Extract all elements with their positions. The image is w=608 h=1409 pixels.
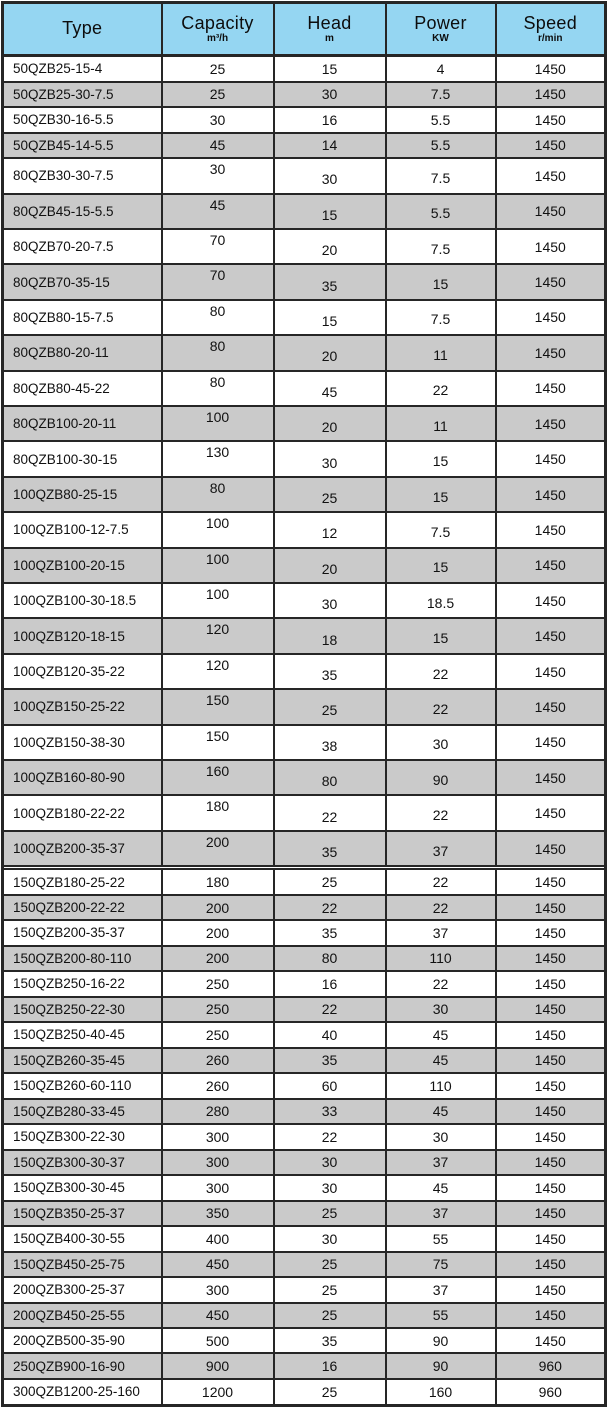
power-cell: 4 [386, 56, 496, 82]
head-cell: 22 [274, 997, 386, 1022]
speed-cell: 1450 [496, 831, 606, 866]
type-cell: 150QZB200-80-110 [3, 946, 162, 971]
column-header-capacity [162, 3, 274, 56]
capacity-cell: 300 [162, 1175, 274, 1200]
speed-cell: 1450 [496, 229, 606, 264]
capacity-cell: 300 [162, 1277, 274, 1302]
capacity-cell: 80 [162, 477, 274, 512]
speed-cell: 1450 [496, 760, 606, 795]
power-cell: 15 [386, 264, 496, 299]
type-cell: 100QZB150-38-30 [3, 725, 162, 760]
table-row [3, 725, 606, 760]
power-cell: 90 [386, 760, 496, 795]
speed-cell: 1450 [496, 946, 606, 971]
head-cell: 14 [274, 133, 386, 158]
head-cell: 22 [274, 1124, 386, 1149]
capacity-cell: 260 [162, 1073, 274, 1098]
power-cell: 15 [386, 548, 496, 583]
power-cell: 22 [386, 971, 496, 996]
speed-cell: 1450 [496, 406, 606, 441]
speed-cell: 1450 [496, 194, 606, 229]
table-row [3, 133, 606, 158]
head-cell: 35 [274, 264, 386, 299]
type-cell: 100QZB120-35-22 [3, 654, 162, 689]
head-cell: 25 [274, 689, 386, 724]
speed-cell: 1450 [496, 869, 606, 894]
column-unit-speed: r/min [538, 32, 563, 44]
table-row [3, 1150, 606, 1175]
power-cell: 160 [386, 1379, 496, 1406]
column-unit-capacity: m³/h [206, 32, 229, 44]
capacity-cell: 100 [162, 512, 274, 547]
table-row [3, 1379, 606, 1406]
power-cell: 5.5 [386, 107, 496, 132]
head-cell: 30 [274, 158, 386, 193]
table-row [3, 795, 606, 830]
capacity-cell: 80 [162, 371, 274, 406]
type-cell: 150QZB350-25-37 [3, 1201, 162, 1226]
capacity-cell: 100 [162, 406, 274, 441]
type-cell: 200QZB500-35-90 [3, 1328, 162, 1353]
head-cell: 20 [274, 406, 386, 441]
speed-cell: 1450 [496, 583, 606, 618]
table-row [3, 229, 606, 264]
speed-cell: 1450 [496, 618, 606, 653]
speed-cell: 1450 [496, 1328, 606, 1353]
power-cell: 45 [386, 1175, 496, 1200]
capacity-cell: 900 [162, 1353, 274, 1378]
table-row [3, 1175, 606, 1200]
speed-cell: 1450 [496, 997, 606, 1022]
type-cell: 150QZB300-30-37 [3, 1150, 162, 1175]
table-row [3, 1277, 606, 1302]
head-cell: 25 [274, 869, 386, 894]
type-cell: 50QZB45-14-5.5 [3, 133, 162, 158]
type-cell: 200QZB300-25-37 [3, 1277, 162, 1302]
type-cell: 80QZB80-45-22 [3, 371, 162, 406]
table-row [3, 654, 606, 689]
power-cell: 110 [386, 1073, 496, 1098]
type-cell: 150QZB200-35-37 [3, 920, 162, 945]
type-cell: 100QZB100-20-15 [3, 548, 162, 583]
table-row [3, 194, 606, 229]
power-cell: 30 [386, 1124, 496, 1149]
capacity-cell: 180 [162, 869, 274, 894]
head-cell: 33 [274, 1099, 386, 1124]
capacity-cell: 280 [162, 1099, 274, 1124]
type-cell: 150QZB300-22-30 [3, 1124, 162, 1149]
column-header-speed [496, 3, 606, 56]
type-cell: 150QZB200-22-22 [3, 895, 162, 920]
power-cell: 22 [386, 689, 496, 724]
type-cell: 80QZB80-20-11 [3, 335, 162, 370]
type-cell: 80QZB70-35-15 [3, 264, 162, 299]
capacity-cell: 250 [162, 997, 274, 1022]
head-cell: 30 [274, 441, 386, 476]
speed-cell: 1450 [496, 82, 606, 107]
head-cell: 20 [274, 335, 386, 370]
table-row [3, 1099, 606, 1124]
speed-cell: 1450 [496, 1201, 606, 1226]
speed-cell: 1450 [496, 1073, 606, 1098]
power-cell: 37 [386, 1201, 496, 1226]
table-row [3, 689, 606, 724]
table-row [3, 831, 606, 866]
column-label-type: Type [62, 18, 103, 39]
table-row [3, 997, 606, 1022]
power-cell: 5.5 [386, 133, 496, 158]
capacity-cell: 25 [162, 56, 274, 82]
type-cell: 100QZB100-12-7.5 [3, 512, 162, 547]
speed-cell: 1450 [496, 371, 606, 406]
head-cell: 25 [274, 477, 386, 512]
table-row [3, 371, 606, 406]
type-cell: 100QZB160-80-90 [3, 760, 162, 795]
table-row [3, 1201, 606, 1226]
head-cell: 35 [274, 920, 386, 945]
head-cell: 15 [274, 194, 386, 229]
power-cell: 22 [386, 869, 496, 894]
capacity-cell: 100 [162, 583, 274, 618]
power-cell: 18.5 [386, 583, 496, 618]
page [0, 1, 608, 1409]
table-row [3, 512, 606, 547]
table-row [3, 1048, 606, 1073]
capacity-cell: 160 [162, 760, 274, 795]
speed-cell: 1450 [496, 300, 606, 335]
power-cell: 37 [386, 1150, 496, 1175]
type-cell: 150QZB450-25-75 [3, 1252, 162, 1277]
head-cell: 25 [274, 1252, 386, 1277]
table-row [3, 264, 606, 299]
type-cell: 150QZB250-16-22 [3, 971, 162, 996]
capacity-cell: 350 [162, 1201, 274, 1226]
speed-cell: 1450 [496, 725, 606, 760]
head-cell: 80 [274, 760, 386, 795]
speed-cell: 1450 [496, 654, 606, 689]
speed-cell: 1450 [496, 1048, 606, 1073]
capacity-cell: 45 [162, 133, 274, 158]
power-cell: 75 [386, 1252, 496, 1277]
head-cell: 22 [274, 895, 386, 920]
power-cell: 15 [386, 618, 496, 653]
capacity-cell: 150 [162, 689, 274, 724]
capacity-cell: 200 [162, 920, 274, 945]
head-cell: 30 [274, 1175, 386, 1200]
type-cell: 250QZB900-16-90 [3, 1353, 162, 1378]
head-cell: 80 [274, 946, 386, 971]
capacity-cell: 70 [162, 264, 274, 299]
column-unit-head: m [325, 32, 334, 44]
power-cell: 37 [386, 920, 496, 945]
capacity-cell: 260 [162, 1048, 274, 1073]
speed-cell: 1450 [496, 1150, 606, 1175]
speed-cell: 960 [496, 1353, 606, 1378]
power-cell: 90 [386, 1328, 496, 1353]
speed-cell: 1450 [496, 1099, 606, 1124]
capacity-cell: 120 [162, 654, 274, 689]
capacity-cell: 45 [162, 194, 274, 229]
type-cell: 150QZB250-22-30 [3, 997, 162, 1022]
capacity-cell: 180 [162, 795, 274, 830]
table-row [3, 760, 606, 795]
head-cell: 40 [274, 1022, 386, 1047]
head-cell: 16 [274, 971, 386, 996]
head-cell: 25 [274, 1379, 386, 1406]
capacity-cell: 200 [162, 831, 274, 866]
table-header [3, 3, 606, 56]
table-row [3, 82, 606, 107]
power-cell: 90 [386, 1353, 496, 1378]
speed-cell: 1450 [496, 920, 606, 945]
speed-cell: 1450 [496, 264, 606, 299]
speed-cell: 1450 [496, 1022, 606, 1047]
speed-cell: 1450 [496, 477, 606, 512]
type-cell: 80QZB30-30-7.5 [3, 158, 162, 193]
head-cell: 60 [274, 1073, 386, 1098]
head-cell: 16 [274, 1353, 386, 1378]
power-cell: 55 [386, 1226, 496, 1251]
type-cell: 150QZB260-35-45 [3, 1048, 162, 1073]
head-cell: 25 [274, 1277, 386, 1302]
power-cell: 55 [386, 1303, 496, 1328]
head-cell: 35 [274, 831, 386, 866]
head-cell: 25 [274, 1201, 386, 1226]
speed-cell: 1450 [496, 1277, 606, 1302]
speed-cell: 1450 [496, 1303, 606, 1328]
type-cell: 200QZB450-25-55 [3, 1303, 162, 1328]
capacity-cell: 150 [162, 725, 274, 760]
capacity-cell: 400 [162, 1226, 274, 1251]
pump-spec-table [1, 1, 607, 1407]
header-row [3, 3, 606, 56]
power-cell: 30 [386, 725, 496, 760]
head-cell: 45 [274, 371, 386, 406]
capacity-cell: 70 [162, 229, 274, 264]
type-cell: 50QZB30-16-5.5 [3, 107, 162, 132]
column-header-type [3, 3, 162, 56]
head-cell: 20 [274, 548, 386, 583]
capacity-cell: 500 [162, 1328, 274, 1353]
power-cell: 37 [386, 1277, 496, 1302]
table-row [3, 920, 606, 945]
capacity-cell: 450 [162, 1303, 274, 1328]
power-cell: 22 [386, 371, 496, 406]
table-row [3, 56, 606, 82]
speed-cell: 1450 [496, 1252, 606, 1277]
table-row [3, 869, 606, 894]
capacity-cell: 200 [162, 946, 274, 971]
table-row [3, 1303, 606, 1328]
head-cell: 15 [274, 300, 386, 335]
capacity-cell: 1200 [162, 1379, 274, 1406]
type-cell: 80QZB100-20-11 [3, 406, 162, 441]
type-cell: 100QZB180-22-22 [3, 795, 162, 830]
type-cell: 50QZB25-30-7.5 [3, 82, 162, 107]
capacity-cell: 80 [162, 300, 274, 335]
table-row [3, 158, 606, 193]
table-row [3, 946, 606, 971]
head-cell: 30 [274, 1150, 386, 1175]
table-row [3, 583, 606, 618]
type-cell: 80QZB45-15-5.5 [3, 194, 162, 229]
power-cell: 7.5 [386, 158, 496, 193]
type-cell: 100QZB120-18-15 [3, 618, 162, 653]
column-unit-power: KW [432, 32, 449, 44]
head-cell: 20 [274, 229, 386, 264]
capacity-cell: 130 [162, 441, 274, 476]
power-cell: 45 [386, 1099, 496, 1124]
power-cell: 15 [386, 477, 496, 512]
speed-cell: 1450 [496, 548, 606, 583]
speed-cell: 1450 [496, 158, 606, 193]
type-cell: 300QZB1200-25-160 [3, 1379, 162, 1406]
speed-cell: 960 [496, 1379, 606, 1406]
capacity-cell: 250 [162, 971, 274, 996]
type-cell: 150QZB260-60-110 [3, 1073, 162, 1098]
capacity-cell: 30 [162, 107, 274, 132]
table-row [3, 441, 606, 476]
capacity-cell: 120 [162, 618, 274, 653]
capacity-cell: 25 [162, 82, 274, 107]
head-cell: 38 [274, 725, 386, 760]
table-row [3, 1328, 606, 1353]
column-label-head: Head [307, 12, 352, 33]
table-body [3, 56, 606, 1406]
type-cell: 80QZB80-15-7.5 [3, 300, 162, 335]
column-header-head [274, 3, 386, 56]
capacity-cell: 450 [162, 1252, 274, 1277]
capacity-cell: 80 [162, 335, 274, 370]
table-row [3, 1252, 606, 1277]
table-row [3, 107, 606, 132]
table-row [3, 1022, 606, 1047]
type-cell: 80QZB70-20-7.5 [3, 229, 162, 264]
type-cell: 100QZB150-25-22 [3, 689, 162, 724]
speed-cell: 1450 [496, 971, 606, 996]
capacity-cell: 300 [162, 1124, 274, 1149]
type-cell: 150QZB400-30-55 [3, 1226, 162, 1251]
speed-cell: 1450 [496, 1175, 606, 1200]
head-cell: 35 [274, 1328, 386, 1353]
power-cell: 22 [386, 895, 496, 920]
power-cell: 110 [386, 946, 496, 971]
type-cell: 100QZB80-25-15 [3, 477, 162, 512]
type-cell: 100QZB200-35-37 [3, 831, 162, 866]
head-cell: 12 [274, 512, 386, 547]
type-cell: 100QZB100-30-18.5 [3, 583, 162, 618]
type-cell: 150QZB180-25-22 [3, 869, 162, 894]
power-cell: 45 [386, 1048, 496, 1073]
table-row [3, 1353, 606, 1378]
column-label-power: Power [414, 12, 467, 33]
power-cell: 22 [386, 795, 496, 830]
power-cell: 5.5 [386, 194, 496, 229]
table-row [3, 1073, 606, 1098]
type-cell: 150QZB250-40-45 [3, 1022, 162, 1047]
table-row [3, 548, 606, 583]
table-row [3, 971, 606, 996]
table-row [3, 406, 606, 441]
power-cell: 7.5 [386, 300, 496, 335]
column-label-speed: Speed [523, 12, 578, 33]
type-cell: 50QZB25-15-4 [3, 56, 162, 82]
table-row [3, 335, 606, 370]
capacity-cell: 250 [162, 1022, 274, 1047]
speed-cell: 1450 [496, 512, 606, 547]
power-cell: 37 [386, 831, 496, 866]
head-cell: 15 [274, 56, 386, 82]
speed-cell: 1450 [496, 689, 606, 724]
column-header-power [386, 3, 496, 56]
head-cell: 25 [274, 1303, 386, 1328]
type-cell: 150QZB300-30-45 [3, 1175, 162, 1200]
power-cell: 30 [386, 997, 496, 1022]
speed-cell: 1450 [496, 335, 606, 370]
table-row [3, 1124, 606, 1149]
head-cell: 30 [274, 583, 386, 618]
type-cell: 80QZB100-30-15 [3, 441, 162, 476]
table-row [3, 895, 606, 920]
capacity-cell: 200 [162, 895, 274, 920]
capacity-cell: 300 [162, 1150, 274, 1175]
power-cell: 11 [386, 406, 496, 441]
speed-cell: 1450 [496, 441, 606, 476]
power-cell: 15 [386, 441, 496, 476]
speed-cell: 1450 [496, 107, 606, 132]
capacity-cell: 100 [162, 548, 274, 583]
column-label-capacity: Capacity [181, 12, 254, 33]
head-cell: 18 [274, 618, 386, 653]
power-cell: 7.5 [386, 82, 496, 107]
table-row [3, 1226, 606, 1251]
power-cell: 7.5 [386, 512, 496, 547]
power-cell: 7.5 [386, 229, 496, 264]
power-cell: 11 [386, 335, 496, 370]
head-cell: 16 [274, 107, 386, 132]
power-cell: 45 [386, 1022, 496, 1047]
table-row [3, 300, 606, 335]
speed-cell: 1450 [496, 1226, 606, 1251]
head-cell: 35 [274, 1048, 386, 1073]
speed-cell: 1450 [496, 795, 606, 830]
head-cell: 22 [274, 795, 386, 830]
head-cell: 30 [274, 1226, 386, 1251]
type-cell: 150QZB280-33-45 [3, 1099, 162, 1124]
head-cell: 30 [274, 82, 386, 107]
head-cell: 35 [274, 654, 386, 689]
speed-cell: 1450 [496, 1124, 606, 1149]
table-row [3, 618, 606, 653]
power-cell: 22 [386, 654, 496, 689]
table-row [3, 477, 606, 512]
capacity-cell: 30 [162, 158, 274, 193]
speed-cell: 1450 [496, 56, 606, 82]
speed-cell: 1450 [496, 895, 606, 920]
speed-cell: 1450 [496, 133, 606, 158]
